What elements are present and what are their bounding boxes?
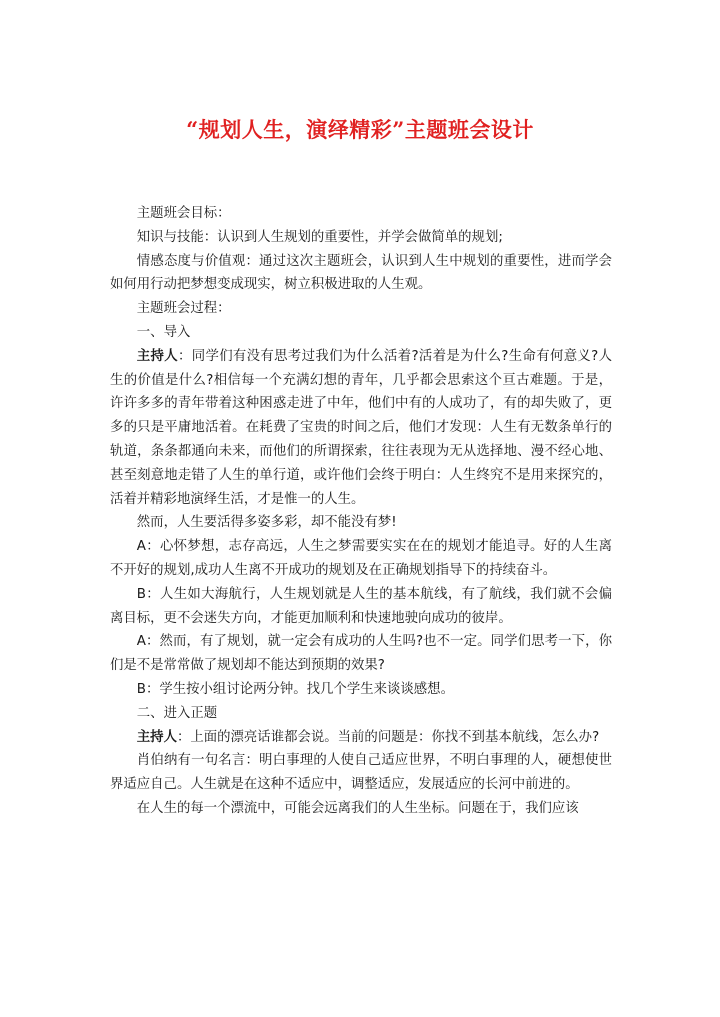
paragraph-text: 主题班会过程： [136,301,231,317]
speaker-label: 主持人 [136,729,177,745]
paragraph-text: 然而，人生要活得多姿多彩，却不能没有梦! [136,515,397,531]
paragraph [110,630,612,678]
paragraph-text: 二、进入正题 [136,705,218,721]
paragraph-text: B：学生按小组讨论两分钟。找几个学生来谈谈感想。 [136,681,454,697]
paragraph-text: A：心怀梦想，志存高远，人生之梦需要实实在在的规划才能追寻。好的人生离不开好的规划,成功人生离不开成功的规划及在正确规划指导下的持续奋斗。 [110,539,612,578]
paragraph-text: 知识与技能：认识到人生规划的重要性，并学会做简单的规划; [136,229,503,245]
paragraph-text: B：人生如大海航行，人生规划就是人生的基本航线，有了航线，我们就不会偏离目标，更不会迷失方向，才能更加顺利和快速地驶向成功的彼岸。 [110,586,612,626]
paragraph [110,749,612,797]
paragraph [110,202,612,226]
paragraph [110,535,612,583]
paragraph [110,511,612,535]
paragraph-text: ：上面的漂亮话谁都会说。当前的问题是：你找不到基本航线，怎么办? [176,729,600,745]
paragraph [110,583,612,631]
paragraph [110,797,612,821]
paragraph-text: 肖伯纳有一句名言：明白事理的人使自己适应世界，不明白事理的人，硬想使世界适应自己。人生就是在这种不适应中，调整适应，发展适应的长河中前进的。 [110,753,612,793]
document-body [110,202,612,821]
paragraph [110,726,612,750]
paragraph-text: 情感态度与价值观：通过这次主题班会，认识到人生中规划的重要性，进而学会如何用行动把梦想变成现实，树立积极进取的人生观。 [110,253,612,293]
document-title: “规划人生，演绎精彩”主题班会设计 [186,117,534,142]
speaker-label: 主持人 [136,348,178,364]
paragraph-text: ：同学们有没有思考过我们为什么活着?活着是为什么?生命有何意义?人生的价值是什么?相信每一个充满幻想的青年，几乎都会思索这个亘古难题。于是，许许多多的青年带着这种困惑走进了中年，他们中有的人成功了，有的却失败了，更多的只是平庸地活着。在耗费了宝贵的时间之后，他们才发现：人生有无数条单行的轨道，条条都通向未来，而他们的所谓探索，往往表现为无从选择地、漫不经心地、甚至刻意地走错了人生的单行道，或许他们会终于明白：人生终究不是用来探究的，活着并精彩地演绎生活，才是惟一的人生。 [110,348,612,507]
paragraph-text: 在人生的每一个漂流中，可能会远离我们的人生坐标。问题在于，我们应该 [136,800,579,816]
paragraph [110,226,612,250]
paragraph [110,297,612,321]
paragraph-text: A：然而，有了规划，就一定会有成功的人生吗?也不一定。同学们思考一下，你们是不是常常做了规划却不能达到预期的效果? [110,634,612,674]
paragraph [110,702,612,726]
paragraph [110,250,612,298]
paragraph-text: 主题班会目标： [136,206,231,221]
paragraph [110,678,612,702]
paragraph-text: 一、导入 [136,324,191,340]
paragraph [110,345,612,512]
paragraph [110,321,612,345]
